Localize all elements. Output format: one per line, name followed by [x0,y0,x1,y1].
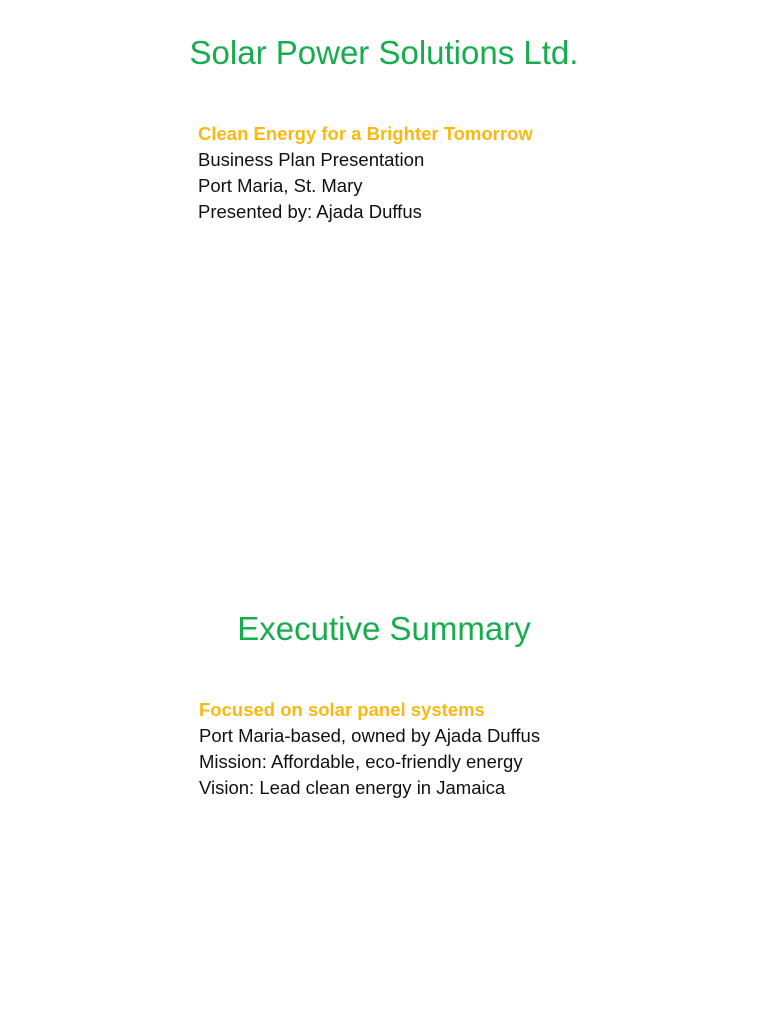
slide-content [198,121,533,225]
slide-tagline: Focused on solar panel systems [199,699,485,720]
slide-executive-summary [0,576,768,1024]
slide-tagline: Clean Energy for a Brighter Tomorrow [198,123,533,144]
slide-line-location: Port Maria-based, owned by Ajada Duffus [199,725,541,746]
slide-line-subtitle: Business Plan Presentation [198,149,425,170]
slide-line-vision: Vision: Lead clean energy in Jamaica [199,777,506,798]
slide-title: Executive Summary [237,610,531,647]
slide-line-mission: Mission: Affordable, eco-friendly energy [199,751,523,772]
slide-line-presenter: Presented by: Ajada Duffus [198,201,422,222]
slide-title: Solar Power Solutions Ltd. [189,34,579,71]
slide-line-location: Port Maria, St. Mary [198,175,363,196]
slide-content [199,697,540,801]
